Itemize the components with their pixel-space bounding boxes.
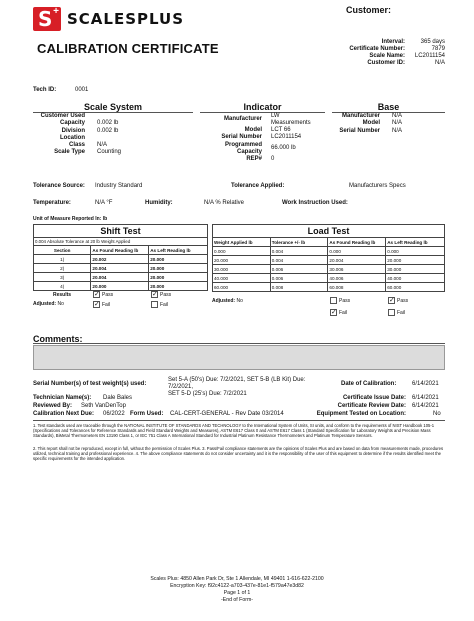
interval-label: Interval: (381, 39, 405, 45)
load-found: 60.008 (328, 283, 386, 292)
shift-left: 20.000 (149, 273, 208, 282)
load-left-fail (388, 309, 405, 316)
shift-section: 3) (34, 273, 91, 282)
base-title: Base (332, 102, 445, 113)
check-icon: ✓ (152, 291, 158, 298)
ind-serial-value: LC2011154 (271, 134, 302, 141)
customer-id-value: N/A (434, 60, 445, 66)
shift-adjusted-label: Adjusted: (33, 301, 57, 307)
table-row (213, 256, 445, 265)
temperature-label: Temperature: (33, 200, 71, 206)
review-date-label: Certificate Review Date: (337, 403, 406, 409)
load-weight: 0.000 (213, 247, 271, 256)
load-left: 40.000 (386, 274, 445, 283)
load-weight: 60.000 (213, 283, 271, 292)
load-left: 0.000 (386, 247, 445, 256)
class-value: N/A (97, 142, 108, 149)
scale-type-label: Scale Type (54, 149, 85, 156)
load-found: 30.006 (328, 265, 386, 274)
location-label: Location (60, 134, 85, 141)
summary-labels (300, 39, 405, 67)
shift-adjusted (33, 301, 64, 307)
load-adjusted (212, 298, 243, 304)
footer-end: -End of Form- (221, 597, 253, 603)
division-value: 0.002 lb (97, 127, 119, 134)
load-test-table (212, 237, 445, 292)
base-values (392, 113, 432, 135)
shift-header-section: Section (34, 246, 91, 255)
comments-label: Comments: (33, 334, 83, 344)
scale-type-value: Counting (97, 149, 122, 156)
issue-date-label: Certificate Issue Date: (342, 395, 406, 401)
tolerance-source-label: Tolerance Source: (33, 183, 85, 189)
shift-section: 2) (34, 264, 91, 273)
table-row (34, 264, 208, 273)
check-icon: ✓ (94, 301, 100, 308)
work-instruction-label: Work Instruction Used: (282, 200, 348, 206)
logo-plus: + (53, 6, 59, 17)
weights-line-1: Set 5-A (50's) Due: 7/2/2021, SET 5-B (LB Kit) Due: 7/2/2021, (168, 377, 306, 390)
company-logo (33, 6, 187, 32)
tolerance-source-value: Industry Standard (95, 183, 143, 189)
checkbox-load-found-pass[interactable] (330, 297, 337, 304)
base-model-label: Model (362, 120, 380, 127)
ind-model-label: Model (244, 127, 262, 133)
fail-label: Fail (102, 301, 111, 308)
checkbox-load-left-pass[interactable] (388, 297, 395, 304)
load-tolerance: 0.006 (270, 265, 328, 274)
checkbox-left-fail[interactable] (151, 301, 158, 308)
table-row (213, 283, 445, 292)
customer-label: Customer: (346, 5, 392, 15)
shift-header-row (34, 246, 208, 255)
shift-header-found: As Found Reading lb (91, 246, 149, 255)
shift-left-fail (151, 301, 168, 308)
load-found-pass (330, 297, 350, 304)
check-icon: ✓ (331, 309, 337, 316)
shift-test-title: Shift Test (33, 224, 208, 237)
checkbox-load-found-fail[interactable] (330, 309, 337, 316)
pass-label: Pass (160, 291, 172, 298)
pass-label: Pass (339, 297, 351, 304)
base-model-value: N/A (392, 120, 403, 127)
tech-id-value: 0001 (75, 87, 89, 93)
load-header-weight: Weight Applied lb (213, 238, 271, 247)
unit-of-measure-note: Unit of Measure Reported In: lb (33, 216, 108, 222)
technician-label: Technician Name(s): (33, 395, 92, 401)
load-left: 30.000 (386, 265, 445, 274)
table-row (213, 265, 445, 274)
load-adjusted-label: Adjusted: (212, 298, 236, 304)
pass-label: Pass (102, 291, 114, 298)
table-row (213, 274, 445, 283)
load-tolerance: 0.006 (270, 274, 328, 283)
load-found-fail (330, 309, 347, 316)
base-manufacturer-label: Manufacturer (341, 113, 380, 119)
load-weight: 30.000 (213, 265, 271, 274)
form-label: Form Used: (130, 411, 164, 417)
shift-found-pass (93, 291, 113, 298)
load-left: 60.000 (386, 283, 445, 292)
scale-name-label: Scale Name: (369, 53, 405, 59)
review-date-value: 6/14/2021 (412, 403, 439, 409)
customer-used-value (97, 113, 187, 120)
table-row (213, 247, 445, 256)
weights-line-2: SET 5-D (25's) Due: 7/2/2021 (168, 391, 247, 397)
indicator-labels (200, 113, 262, 163)
shift-found: 20.004 (91, 264, 149, 273)
shift-section: 1) (34, 255, 91, 264)
temperature-value: N/A °F (95, 200, 113, 206)
checkbox-load-left-fail[interactable] (388, 309, 395, 316)
shift-adjusted-value: No (57, 301, 64, 307)
reviewed-value: Seth VanDenTop (81, 403, 126, 409)
base-serial-label: Serial Number (339, 127, 380, 134)
fail-label: Fail (160, 301, 169, 308)
shift-found-fail (93, 301, 110, 308)
cert-number-label: Certificate Number: (349, 46, 405, 52)
capacity-label: Capacity (59, 120, 85, 127)
base-labels (332, 113, 380, 135)
interval-value: 365 days (420, 39, 445, 45)
footer-encryption: Encryption Key: f92c4122-a703-437e-81e1-f579a47e3d82 (170, 583, 304, 589)
form-value: CAL-CERT-GENERAL - Rev Date 03/2014 (170, 411, 284, 417)
checkbox-found-fail[interactable] (93, 301, 100, 308)
load-test-title: Load Test (212, 224, 445, 237)
technician-value: Dale Bales (103, 395, 133, 401)
load-weight: 20.000 (213, 256, 271, 265)
note-traceability: 1. Test standards used are traceable through the NATIONAL INSTITUTE OF STANDARDS AND TECHNOLOGY to the International System of Units, SI units, and conform to the requirements of NIST Handbook 105-1 (Specifications and Tolerances for Reference Standards and Field Standard Weights and Measures), ASTM E617 Class 0 and ASTM E617 Class 1 (Standard Specification for Laboratory Weights and Precision Mass Standards), BiMetal Thermometers EN 13190 Class 1, or IEC 751 Class A International Standard for Industrial Platinum Resistance Thermometers and Platinum Temperature Sensors. (33, 423, 435, 438)
load-found: 40.006 (328, 274, 386, 283)
division-label: Division (61, 127, 85, 134)
shift-header-left: As Left Reading lb (149, 246, 208, 255)
ind-manufacturer-label: Manufacturer (223, 116, 262, 122)
shift-test-tolerance: 0.004 Absolute Tolerance at 20 lb Weight Applied (33, 237, 208, 245)
ind-manufacturer-value: LW Measurements (271, 113, 311, 127)
load-found: 0.000 (328, 247, 386, 256)
comments-divider (33, 343, 445, 344)
indicator-values (271, 113, 326, 163)
load-header-left: As Left Reading lb (386, 238, 445, 247)
scale-system-title: Scale System (33, 102, 193, 113)
load-found: 20.004 (328, 256, 386, 265)
footer-page: Page 1 of 1 (223, 590, 251, 596)
brand-name: SCALESPLUS (67, 10, 185, 28)
shift-found: 20.000 (91, 282, 149, 291)
ind-model-value: LCT 66 (271, 127, 291, 133)
scale-system-labels (33, 113, 85, 157)
load-header-found: As Found Reading lb (328, 238, 386, 247)
class-label: Class (68, 142, 85, 149)
shift-left: 20.000 (149, 255, 208, 264)
ind-serial-label: Serial Number (221, 134, 262, 141)
load-left: 20.000 (386, 256, 445, 265)
tech-id-label: Tech ID: (33, 87, 57, 93)
logo-mark (33, 7, 61, 31)
cal-due-label: Calibration Next Due: (33, 411, 95, 417)
table-row (34, 255, 208, 264)
ind-capacity-value: 66.000 lb (271, 144, 296, 151)
shift-left-pass (151, 291, 171, 298)
check-icon: ✓ (389, 297, 395, 304)
location-value (97, 135, 187, 142)
cert-number-value: 7879 (431, 46, 445, 52)
base-manufacturer-value: N/A (392, 113, 403, 119)
fail-label: Fail (339, 309, 348, 316)
scale-system-values (97, 113, 187, 157)
date-calibration-label: Date of Calibration: (341, 381, 397, 387)
shift-found: 20.002 (91, 255, 149, 264)
page-title: CALIBRATION CERTIFICATE (37, 41, 219, 56)
cal-due-value: 06/2022 (103, 411, 125, 417)
ind-rep-value: 0 (271, 156, 275, 163)
footer-address: Scales Plus: 4850 Allen Park Dr, Ste 1 Allendale, MI 49401 1-616-622-2100 (150, 576, 324, 582)
fail-label: Fail (397, 309, 406, 316)
scale-name-value: LC2011154 (414, 53, 445, 59)
checkbox-found-pass[interactable] (93, 291, 100, 298)
ind-rep-label: REP# (246, 156, 262, 163)
load-adjusted-value: No (236, 298, 243, 304)
pass-label: Pass (397, 297, 409, 304)
customer-used-label: Customer Used (40, 113, 85, 119)
humidity-value: N/A % Relative (204, 200, 245, 206)
shift-found: 20.004 (91, 273, 149, 282)
load-left-pass (388, 297, 408, 304)
comments-box[interactable] (33, 345, 445, 370)
shift-section: 4) (34, 282, 91, 291)
load-header-tolerance: Tolerance +/- lb (270, 238, 328, 247)
equipment-location-value: No (433, 411, 441, 417)
note-compliance: 2. This report shall not be reproduced, except in full, without the permission of Scales Plus. 3. Pass/Fail compliance statements are the opinions of Scales Plus and are based on data from measurements made, procedures utilized, technical training and professional experience. 4. The above compliance statements do not consider uncertainty and it is the responsibility of the user of this equipment to determine if the results identified meet the specific requirements for the intended application. (33, 446, 444, 461)
date-calibration-value: 6/14/2021 (412, 381, 439, 387)
ind-capacity-label: Programmed Capacity (224, 141, 262, 155)
issue-date-value: 6/14/2021 (412, 395, 439, 401)
shift-results-label: Results (53, 292, 72, 298)
notes-divider (33, 420, 445, 421)
summary-values (405, 39, 445, 67)
checkbox-left-pass[interactable] (151, 291, 158, 298)
logo-letter: S (38, 7, 53, 31)
tolerance-applied-value: Manufacturers Specs (349, 183, 406, 189)
load-tolerance: 0.004 (270, 247, 328, 256)
indicator-title: Indicator (200, 102, 325, 113)
capacity-value: 0.002 lb (97, 120, 119, 127)
humidity-label: Humidity: (145, 200, 173, 206)
weights-label: Serial Number(s) of test weight(s) used: (33, 381, 147, 387)
check-icon: ✓ (94, 291, 100, 298)
tolerance-applied-label: Tolerance Applied: (231, 183, 285, 189)
equipment-location-label: Equipment Tested on Location: (316, 411, 406, 417)
load-tolerance: 0.004 (270, 256, 328, 265)
load-weight: 40.000 (213, 274, 271, 283)
table-row (34, 282, 208, 291)
shift-left: 20.000 (149, 282, 208, 291)
reviewed-label: Reviewed By: (33, 403, 73, 409)
load-tolerance: 0.008 (270, 283, 328, 292)
table-row (34, 273, 208, 282)
shift-test-table (33, 245, 208, 291)
load-header-row (213, 238, 445, 247)
customer-id-label: Customer ID: (367, 60, 405, 66)
base-serial-value: N/A (392, 127, 403, 134)
shift-left: 20.000 (149, 264, 208, 273)
